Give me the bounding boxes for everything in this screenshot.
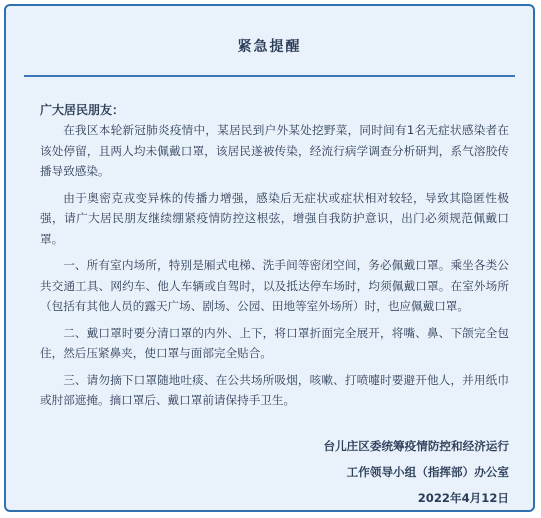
signature-line-2: 工作领导小组（指挥部）办公室 <box>346 465 509 479</box>
signature-line-1: 台儿庄区委统筹疫情防控和经济运行 <box>323 439 509 453</box>
notice-date: 2022年4月12日 <box>417 491 509 505</box>
notice-body <box>40 120 509 417</box>
paragraph-rule-two: 二、戴口罩时要分清口罩的内外、上下，将口罩折面完全展开，将嘴、鼻、下颌完全包住，然后压紧鼻夹，使口罩与面部完全贴合。 <box>40 325 509 360</box>
title-divider <box>24 75 515 77</box>
notice-panel <box>4 4 535 512</box>
paragraph-rule-one: 一、所有室内场所，特别是厢式电梯、洗手间等密闭空间，务必佩戴口罩。乘坐各类公共交通工具、网约车、他人车辆或自驾时，以及抵达停车场时，均须佩戴口罩。在室外场所（包括有其他人员的露天广场、剧场、公园、田地等室外场所）时，也应佩戴口罩。 <box>40 258 509 313</box>
notice-title: 紧急提醒 <box>237 39 302 55</box>
greeting: 广大居民朋友： <box>40 103 125 117</box>
paragraph-omicron-warning: 由于奥密克戎变异株的传播力增强，感染后无症状或症状相对较轻，导致其隐匿性极强，请广大居民朋友继续绷紧疫情防控这根弦，增强自我防护意识，出门必须规范佩戴口罩。 <box>40 190 509 246</box>
paragraph-incident: 在我区本轮新冠肺炎疫情中，某居民到户外某处挖野菜，同时间有1名无症状感染者在该处停留，且两人均未佩戴口罩，该居民遂被传染，经流行病学调查分析研判，系气溶胶传播导致感染。 <box>40 123 509 178</box>
paragraph-rule-three: 三、请勿摘下口罩随地吐痰、在公共场所吸烟，咳嗽、打喷嚏时要避开他人，并用纸巾或肘部遮掩。摘口罩后、戴口罩前请保持手卫生。 <box>40 372 509 407</box>
